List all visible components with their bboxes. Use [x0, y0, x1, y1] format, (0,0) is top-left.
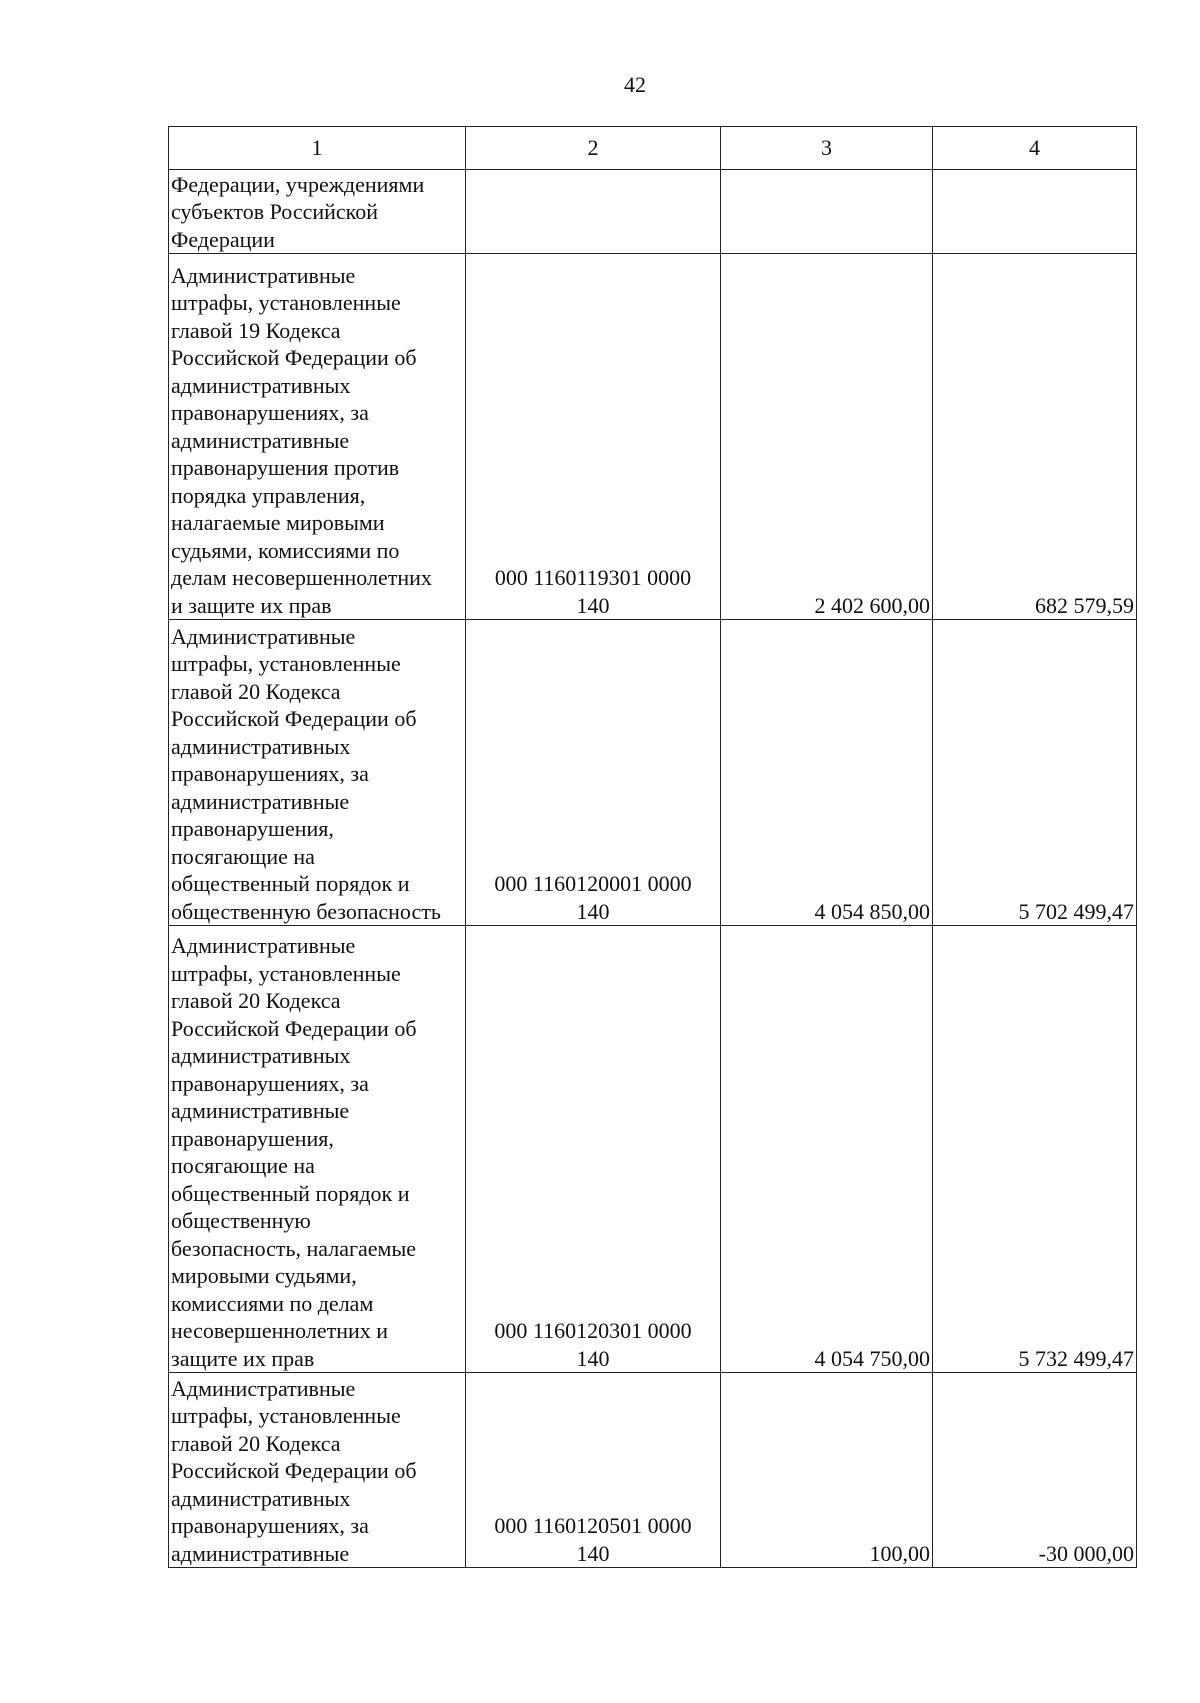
row-value-4 [933, 170, 1137, 254]
row-value-4: 682 579,59 [933, 254, 1137, 620]
row-name: Административные штрафы, установленные главой 20 Кодекса Российской Федерации об административных правонарушениях, за административные правонарушения, посягающие на общественный порядок и общественную безопасность, налагаемые мировыми судьями, комиссиями по делам несовершеннолетних и защите их прав [169, 926, 466, 1373]
row-code [466, 170, 721, 254]
table-row [169, 170, 1137, 254]
row-value-3: 4 054 850,00 [721, 620, 933, 926]
column-header-1: 1 [169, 127, 466, 170]
table-row [169, 1373, 1137, 1568]
column-header-4: 4 [933, 127, 1137, 170]
row-name: Федерации, учреждениями субъектов Российской Федерации [169, 170, 466, 254]
table-row [169, 926, 1137, 1373]
row-value-4: 5 702 499,47 [933, 620, 1137, 926]
row-value-4: 5 732 499,47 [933, 926, 1137, 1373]
row-name: Административные штрафы, установленные главой 20 Кодекса Российской Федерации об административных правонарушениях, за административные правонарушения, посягающие на общественный порядок и общественную безопасность [169, 620, 466, 926]
row-name: Административные штрафы, установленные главой 19 Кодекса Российской Федерации об административных правонарушениях, за административные правонарушения против порядка управления, налагаемые мировыми судьями, комиссиями по делам несовершеннолетних и защите их прав [169, 254, 466, 620]
row-value-3: 2 402 600,00 [721, 254, 933, 620]
row-code: 000 1160120301 0000 140 [466, 926, 721, 1373]
column-header-2: 2 [466, 127, 721, 170]
column-header-3: 3 [721, 127, 933, 170]
table-header-row [169, 127, 1137, 170]
revenue-table [168, 126, 1137, 1568]
table-row [169, 254, 1137, 620]
row-name: Административные штрафы, установленные главой 20 Кодекса Российской Федерации об административных правонарушениях, за административные [169, 1373, 466, 1568]
page-number: 42 [624, 72, 646, 97]
row-code: 000 1160120001 0000 140 [466, 620, 721, 926]
row-value-3: 100,00 [721, 1373, 933, 1568]
row-value-3: 4 054 750,00 [721, 926, 933, 1373]
table-row [169, 620, 1137, 926]
row-value-4: -30 000,00 [933, 1373, 1137, 1568]
row-code: 000 1160120501 0000 140 [466, 1373, 721, 1568]
row-code: 000 1160119301 0000 140 [466, 254, 721, 620]
row-value-3 [721, 170, 933, 254]
